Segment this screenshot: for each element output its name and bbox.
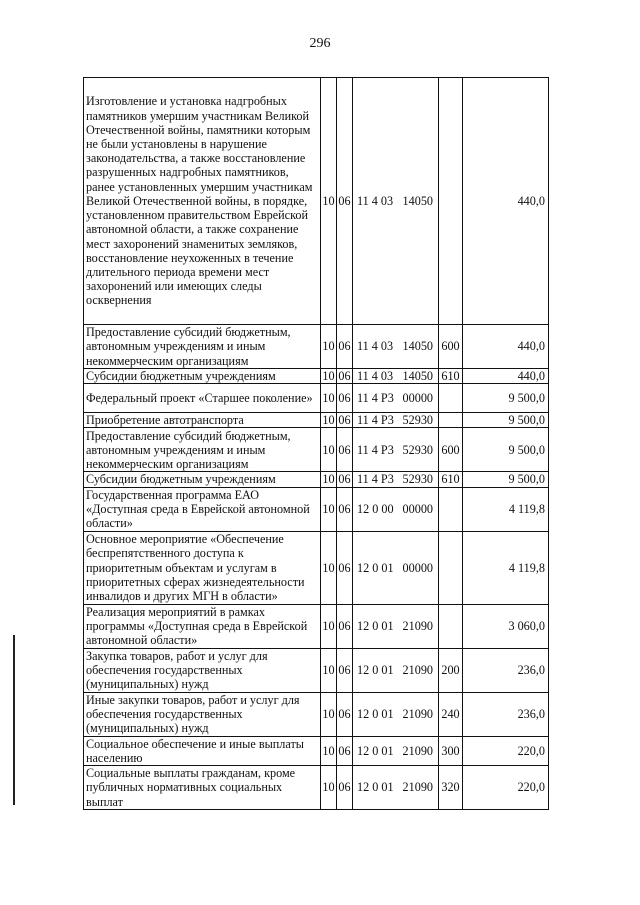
table-row (84, 325, 549, 369)
row-vr: 240 (439, 692, 463, 736)
row-pr: 06 (337, 325, 353, 369)
row-vr (439, 384, 463, 413)
row-name: Предоставление субсидий бюджетным, автономным учреждениям и иным некоммерческим организациям (84, 428, 321, 472)
row-csr-a: 11 4 P3 (357, 413, 394, 428)
budget-table (83, 77, 549, 810)
row-csr-b: 52930 (402, 472, 433, 487)
row-rz: 10 (321, 531, 337, 604)
row-sum: 4 119,8 (463, 487, 549, 531)
row-csr-b: 00000 (402, 560, 433, 575)
row-pr: 06 (337, 736, 353, 765)
row-csr-a: 11 4 03 (357, 193, 394, 208)
row-csr-a: 11 4 P3 (357, 391, 394, 406)
row-pr: 06 (337, 692, 353, 736)
row-pr: 06 (338, 413, 351, 428)
row-name: Предоставление субсидий бюджетным, автономным учреждениям и иным некоммерческим организациям (84, 325, 321, 369)
row-csr (353, 384, 439, 413)
row-csr (353, 413, 439, 428)
row-csr-a: 11 4 P3 (357, 442, 394, 457)
row-sum: 236,0 (463, 692, 549, 736)
row-vr (439, 531, 463, 604)
row-csr-b: 52930 (402, 442, 433, 457)
row-csr-b: 14050 (402, 369, 433, 383)
table-row (84, 736, 549, 765)
row-csr-b: 00000 (402, 502, 433, 516)
row-sum: 220,0 (463, 736, 549, 765)
row-sum: 220,0 (463, 766, 549, 810)
row-name: Закупка товаров, работ и услуг для обеспечения государственных (муниципальных) нужд (84, 648, 321, 692)
row-name: Основное мероприятие «Обеспечение беспрепятственного доступа к приоритетным объектам и услугам в приоритетных сферах жизнедеятельности инвалидов и других МГН в области» (84, 531, 321, 604)
table-row (84, 78, 549, 325)
row-pr: 06 (337, 531, 353, 604)
table-row (84, 384, 549, 413)
table-row (84, 487, 549, 531)
row-name: Социальное обеспечение и иные выплаты населению (84, 736, 321, 765)
row-rz: 10 (321, 736, 337, 765)
row-vr: 610 (439, 369, 463, 384)
row-csr (353, 428, 439, 472)
row-csr-a: 11 4 03 (357, 339, 394, 354)
budget-table-body (84, 78, 549, 810)
row-sum: 9 500,0 (463, 384, 549, 413)
row-pr: 06 (337, 78, 353, 325)
row-csr-a: 12 0 01 (357, 780, 394, 795)
row-csr-a: 12 0 01 (357, 619, 394, 633)
row-sum: 9 500,0 (463, 413, 549, 428)
row-csr-b: 21090 (402, 780, 433, 795)
row-rz: 10 (322, 413, 335, 428)
row-csr-a: 12 0 01 (357, 560, 394, 575)
row-rz: 10 (321, 384, 337, 413)
row-csr (353, 487, 439, 531)
row-sum: 440,0 (463, 78, 549, 325)
row-vr: 610 (439, 472, 463, 487)
row-name: Субсидии бюджетным учреждениям (84, 369, 321, 384)
row-name: Приобретение автотранспорта (84, 413, 321, 428)
row-csr (353, 472, 439, 487)
row-pr: 06 (337, 766, 353, 810)
row-csr-b: 52930 (402, 413, 433, 428)
row-csr-a: 12 0 01 (357, 663, 394, 677)
row-rz: 10 (321, 692, 337, 736)
row-name: Государственная программа ЕАО «Доступная среда в Еврейской автономной области» (84, 487, 321, 531)
page-number: 296 (309, 36, 331, 51)
row-csr-b: 14050 (402, 339, 433, 354)
row-name: Изготовление и установка надгробных памятников умершим участникам Великой Отечественной войны, памятники которым не были установлены в нарушение законодательства, а также восстановление разрушенных надгробных памятников, ранее установленных умершим участникам Великой Отечественной войны, в порядке, установленном правительством Еврейской автономной области, а также сохранение мест захоронений знаменитых земляков, восстановление неухоженных в течение длительного периода времени мест захоронений или имеющих следы осквернения (84, 78, 321, 325)
table-row (84, 428, 549, 472)
row-sum: 236,0 (463, 648, 549, 692)
row-pr: 06 (337, 384, 353, 413)
row-vr: 320 (439, 766, 463, 810)
row-sum: 440,0 (463, 325, 549, 369)
table-row (84, 648, 549, 692)
row-rz: 10 (321, 325, 337, 369)
row-csr-a: 12 0 00 (357, 502, 394, 516)
row-rz: 10 (321, 604, 337, 648)
row-rz: 10 (322, 369, 335, 383)
row-csr-b: 00000 (402, 391, 433, 406)
table-row (84, 766, 549, 810)
table-row (84, 531, 549, 604)
row-vr: 300 (439, 736, 463, 765)
row-csr-a: 11 4 P3 (357, 472, 394, 487)
table-row (84, 604, 549, 648)
row-sum: 3 060,0 (463, 604, 549, 648)
row-rz: 10 (321, 487, 337, 531)
row-name: Социальные выплаты гражданам, кроме публичных нормативных социальных выплат (84, 766, 321, 810)
row-vr: 600 (439, 325, 463, 369)
row-sum: 9 500,0 (463, 472, 549, 487)
row-rz: 10 (321, 648, 337, 692)
row-rz: 10 (321, 766, 337, 810)
table-row (84, 692, 549, 736)
row-name: Иные закупки товаров, работ и услуг для обеспечения государственных (муниципальных) нужд (84, 692, 321, 736)
row-vr (439, 487, 463, 531)
row-csr-a: 12 0 01 (357, 707, 394, 721)
row-csr-b: 21090 (402, 743, 433, 758)
row-csr-b: 14050 (402, 193, 433, 208)
row-name: Федеральный проект «Старшее поколение» (84, 384, 321, 413)
row-csr (353, 604, 439, 648)
row-csr-b: 21090 (402, 663, 433, 677)
row-rz: 10 (321, 78, 337, 325)
row-csr (353, 766, 439, 810)
row-csr (353, 648, 439, 692)
row-csr (353, 531, 439, 604)
row-pr: 06 (337, 648, 353, 692)
table-row (84, 472, 549, 487)
row-sum: 440,0 (463, 369, 549, 384)
row-rz: 10 (322, 472, 335, 487)
row-vr: 600 (439, 428, 463, 472)
row-csr-b: 21090 (402, 707, 433, 721)
row-name: Реализация мероприятий в рамках программы «Доступная среда в Еврейской автономной области» (84, 604, 321, 648)
row-csr (353, 692, 439, 736)
row-vr (439, 78, 463, 325)
margin-line (13, 635, 15, 805)
row-sum: 9 500,0 (463, 428, 549, 472)
table-row (84, 413, 549, 428)
row-csr-b: 21090 (402, 619, 433, 633)
row-csr (353, 78, 439, 325)
row-pr: 06 (337, 428, 353, 472)
row-csr-a: 12 0 01 (357, 743, 394, 758)
row-vr: 200 (439, 648, 463, 692)
row-csr (353, 736, 439, 765)
row-pr: 06 (338, 369, 351, 383)
row-sum: 4 119,8 (463, 531, 549, 604)
row-name: Субсидии бюджетным учреждениям (84, 472, 321, 487)
row-vr (439, 604, 463, 648)
row-csr-a: 11 4 03 (357, 369, 394, 383)
row-csr (353, 369, 439, 384)
row-rz: 10 (321, 428, 337, 472)
row-pr: 06 (338, 472, 351, 487)
row-pr: 06 (337, 487, 353, 531)
row-vr (439, 413, 463, 428)
row-pr: 06 (337, 604, 353, 648)
table-row (84, 369, 549, 384)
row-csr (353, 325, 439, 369)
